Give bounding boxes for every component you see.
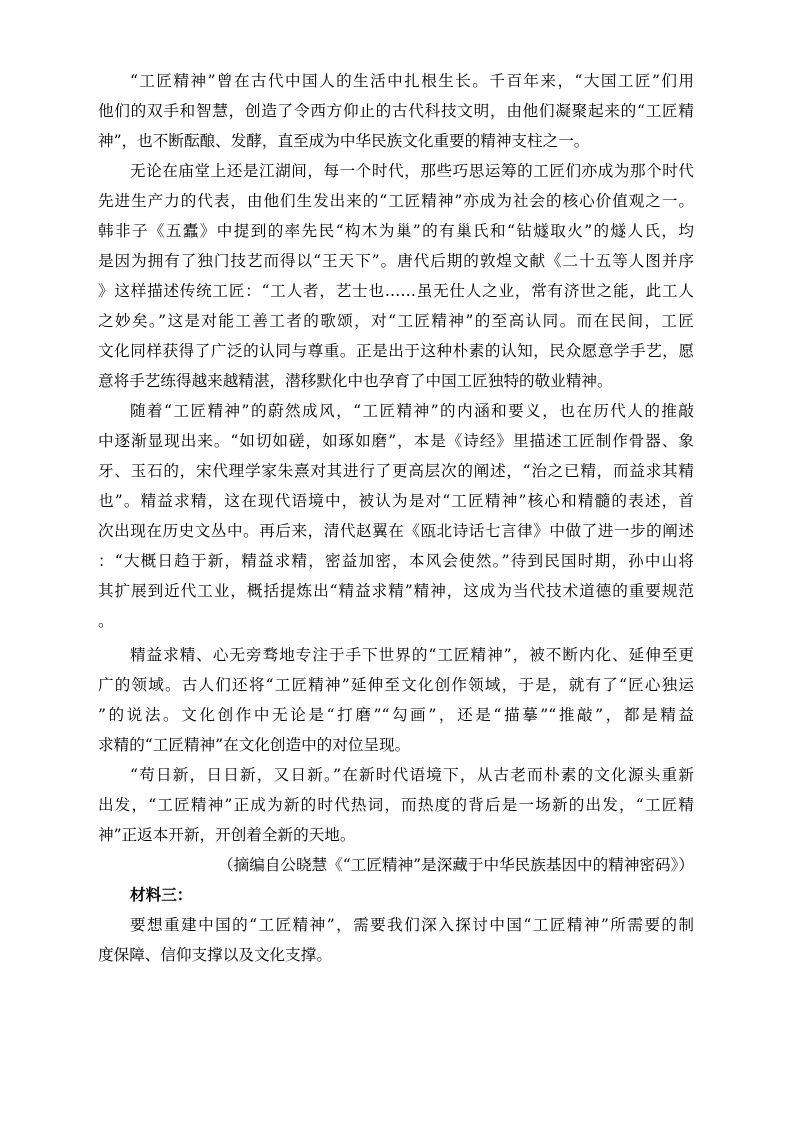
- paragraph-1-line-1: “工匠精神”曾在古代中国人的生活中扎根生长。千百年来，“大国工匠”们用: [130, 72, 694, 90]
- paragraph-3-line-8: 。: [98, 612, 114, 630]
- paragraph-4-line-4: 求精的“工匠精神”在文化创造中的对位呈现。: [98, 736, 411, 754]
- source-attribution: （摘编自公晓慧《“工匠精神”是深藏于中华民族基因中的精神密码》）: [218, 856, 694, 874]
- paragraph-3-line-7: 其扩展到近代工业，概括提炼出“精益求精”精神，这成为当代技术道德的重要规范: [98, 582, 694, 600]
- paragraph-5-line-3: 神”正返本开新，开创着全新的天地。: [98, 826, 356, 844]
- paragraph-4-line-3: ”的说法。文化创作中无论是“打磨”“勾画”，还是“描摹”“推敲”，都是精益: [98, 706, 694, 724]
- paragraph-3-line-4: 也”。精益求精，这在现代语境中，被认为是对“工匠精神”核心和精髓的表述，首: [98, 492, 694, 510]
- paragraph-5-line-1: “苟日新，日日新，又日新。”在新时代语境下，从古老而朴素的文化源头重新: [130, 766, 694, 784]
- paragraph-2-line-4: 是因为拥有了独门技艺而得以“王天下”。唐代后期的敦煌文献《二十五等人图并序: [98, 252, 694, 270]
- paragraph-4-line-2: 广的领域。古人们还将“工匠精神”延伸至文化创作领域，于是，就有了“匠心独运: [98, 676, 694, 694]
- paragraph-4-line-1: 精益求精、心无旁骛地专注于手下世界的“工匠精神”，被不断内化、延伸至更: [130, 646, 694, 664]
- material-line-1: 要想重建中国的“工匠精神”，需要我们深入探讨中国“工匠精神”所需要的制: [130, 916, 694, 934]
- paragraph-3-line-2: 中逐渐显现出来。“如切如磋，如琢如磨”，本是《诗经》里描述工匠制作骨器、象: [98, 432, 694, 450]
- paragraph-2-line-5: 》这样描述传统工匠：“工人者，艺士也……虽无仕人之业，常有济世之能，此工人: [98, 282, 694, 300]
- paragraph-2-line-7: 文化同样获得了广泛的认同与尊重。正是出于这种朴素的认知，民众愿意学手艺，愿: [98, 342, 694, 360]
- paragraph-1-line-3: 神”，也不断酝酿、发酵，直至成为中华民族文化重要的精神支柱之一。: [98, 132, 590, 150]
- paragraph-3-line-5: 次出现在历史文丛中。再后来，清代赵翼在《瓯北诗话七言律》中做了进一步的阐述: [98, 522, 694, 540]
- paragraph-2-line-2: 先进生产力的代表，由他们生发出来的“工匠精神”亦成为社会的核心价值观之一。: [98, 192, 694, 210]
- paragraph-3-line-6: ：“大概日趋于新，精益求精，密益加密，本风会使然。”待到民国时期，孙中山将: [98, 552, 694, 570]
- paragraph-3-line-1: 随着“工匠精神”的蔚然成风，“工匠精神”的内涵和要义，也在历代人的推敲: [130, 402, 694, 420]
- material-heading: 材料三：: [130, 885, 193, 904]
- paragraph-2-line-3: 韩非子《五蠹》中提到的率先民“构木为巢”的有巢氏和“钻燧取火”的燧人氏，均: [98, 222, 694, 240]
- material-line-2: 度保障、信仰支撑以及文化支撑。: [98, 946, 332, 964]
- paragraph-2-line-8: 意将手艺练得越来越精湛，潜移默化中也孕育了中国工匠独特的敬业精神。: [98, 372, 613, 390]
- paragraph-2-line-6: 之妙矣。”这是对能工善工者的歌颂，对“工匠精神”的至高认同。而在民间，工匠: [98, 312, 694, 330]
- paragraph-3-line-3: 牙、玉石的，宋代理学家朱熹对其进行了更高层次的阐述，“治之已精，而益求其精: [98, 462, 694, 480]
- paragraph-5-line-2: 出发，“工匠精神”正成为新的时代热词，而热度的背后是一场新的出发，“工匠精: [98, 796, 694, 814]
- paragraph-2-line-1: 无论在庙堂上还是江湖间，每一个时代，那些巧思运筹的工匠们亦成为那个时代: [130, 162, 694, 180]
- paragraph-1-line-2: 他们的双手和智慧，创造了令西方仰止的古代科技文明，由他们凝聚起来的“工匠精: [98, 102, 694, 120]
